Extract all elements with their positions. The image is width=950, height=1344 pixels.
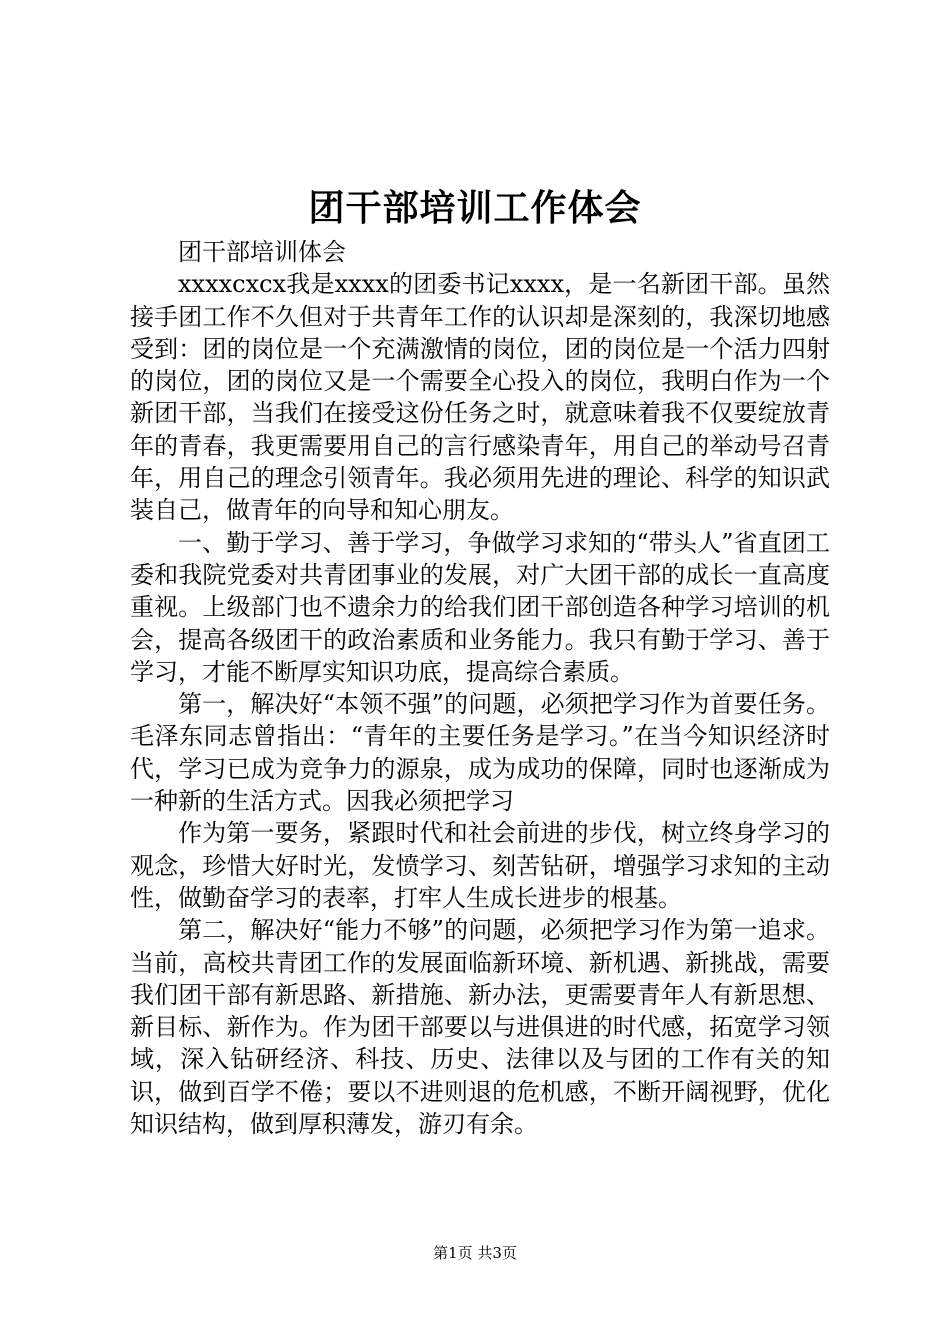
- paragraph-intro: xxxxcxcx我是xxxx的团委书记xxxx，是一名新团干部。虽然接手团工作不久但对于共青年工作的认识却是深刻的，我深切地感受到：团的岗位是一个充满激情的岗位，团的岗位是一个活力四射的岗位，团的岗位又是一个需要全心投入的岗位，我明白作为一个新团干部，当我们在接受这份任务之时，就意味着我不仅要绽放青年的青春，我更需要用自己的言行感染青年，用自己的举动号召青年，用自己的理念引领青年。我必须用先进的理论、科学的知识武装自己，做青年的向导和知心朋友。: [130, 270, 830, 525]
- paragraph-second-point: 第二，解决好“能力不够”的问题，必须把学习作为第一追求。当前，高校共青团工作的发展面临新环境、新机遇、新挑战，需要我们团干部有新思路、新措施、新办法，更需要青年人有新思想、新目标、新作为。作为团干部要以与进俱进的时代感，拓宽学习领域，深入钻研经济、科技、历史、法律以及与团的工作有关的知识，做到百学不倦；要以不进则退的危机感，不断开阔视野，优化知识结构，做到厚积薄发，游刃有余。: [130, 916, 830, 1139]
- page-footer: 第1页 共3页: [433, 1244, 517, 1262]
- paragraph-first-point-continued: 作为第一要务，紧跟时代和社会前进的步伐，树立终身学习的观念，珍惜大好时光，发愤学习、刻苦钻研，增强学习求知的主动性，做勤奋学习的表率，打牢人生成长进步的根基。: [130, 819, 830, 912]
- paragraph-subtitle: 团干部培训体会: [178, 238, 346, 266]
- paragraph-section-one: 一、勤于学习、善于学习，争做学习求知的“带头人”省直团工委和我院党委对共青团事业的发展，对广大团干部的成长一直高度重视。上级部门也不遗余力的给我们团干部创造各种学习培训的机会，提高各级团干的政治素质和业务能力。我只有勤于学习、善于学习，才能不断厚实知识功底，提高综合素质。: [130, 528, 830, 686]
- paragraph-first-point: 第一，解决好“本领不强”的问题，必须把学习作为首要任务。毛泽东同志曾指出：“青年的主要任务是学习。”在当今知识经济时代，学习已成为竞争力的源泉，成为成功的保障，同时也逐渐成为一种新的生活方式。因我必须把学习: [130, 690, 830, 816]
- document-title: 团干部培训工作体会: [308, 187, 642, 229]
- document-body: [130, 236, 830, 1140]
